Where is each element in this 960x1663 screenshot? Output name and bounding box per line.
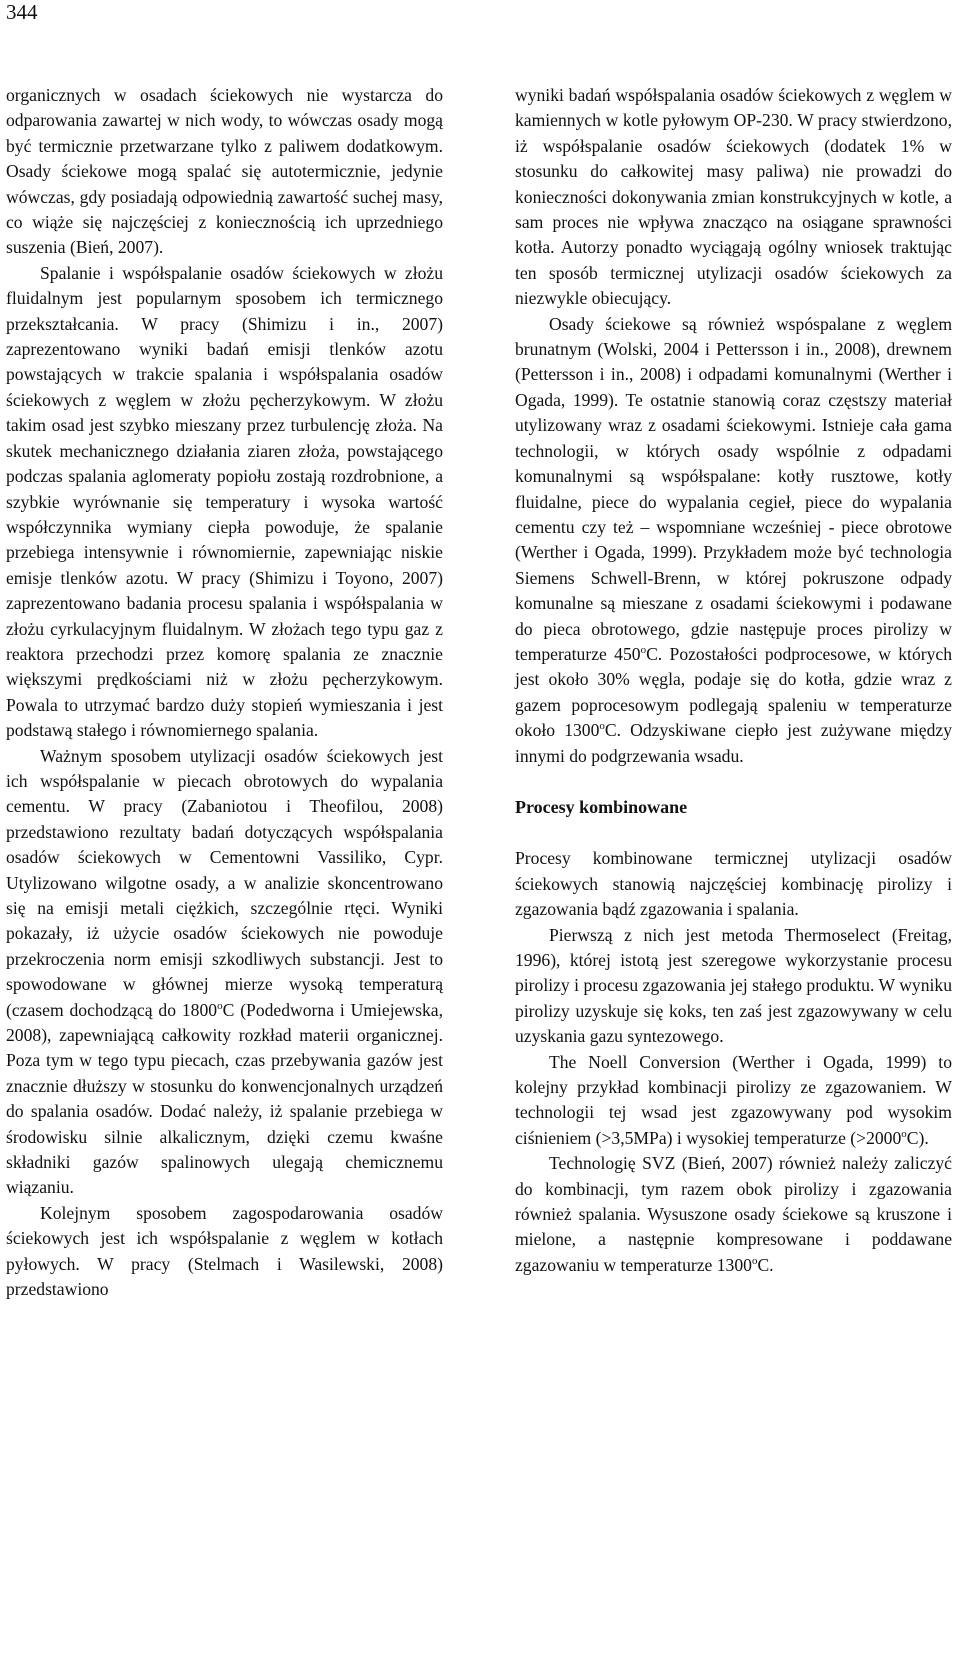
text-run: C. Odzyskiwane ciepło jest zużywane między innymi do podgrzewania wsadu. [515, 720, 952, 766]
text-run: wyniki badań współspalania osadów ściekowych z węglem w kamiennych w kotle pyłowym OP-230. W pracy stwierdzono, iż współspalanie osadów ściekowych (dodatek 1% w stosunku do całkowitej masy paliwa) nie prowadzi do konieczności dokonywania zmian konstrukcyjnych w kotle, a sam proces nie wpływa znacząco na osiągane sprawności kotła. Autorzy ponadto wyciągają ogólny wniosek traktując ten sposób termicznej utylizacji osadów ściekowych za niezwykle obiecujący. [515, 85, 952, 309]
text-run: organicznych w osadach ściekowych nie wystarcza do odparowania zawartej w nich wody, to wówczas osady mogą być termicznie przetwarzane tylko z paliwem dodatkowym. Osady ściekowe mogą spalać się autotermicznie, jedynie wówczas, gdy posiadają odpowiednią zawartość suchej masy, co wiąże się najczęściej z koniecznością ich uprzedniego suszenia (Bień, 2007). [6, 85, 443, 258]
text-run: Pierwszą z nich jest metoda Thermoselect (Freitag, 1996), której istotą jest szeregowe wykorzystanie procesu pirolizy i procesu zgazowania jej stałego produktu. W wyniku pirolizy uzyskuje się koks, ten zaś jest zgazowywany w celu uzyskania gazu syntezowego. [515, 924, 952, 1047]
text-run: Ważnym sposobem utylizacji osadów ściekowych jest ich współspalanie w piecach obrotowych do wypalania cementu. W pracy (Zabaniotou i Theofilou, 2008) przedstawiono rezultaty badań dotyczących współspalania osadów ściekowych w Cementowni Vassiliko, Cypr. Utylizowano wilgotne osady, a w analizie skoncentrowano się na emisji metali ciężkich, szczególnie rtęci. Wyniki pokazały, iż użycie osadów ściekowych nie powoduje przekroczenia norm emisji szkodliwych substancji. Jest to spowodowane w głównej mierze wysoką temperaturą (czasem dochodzącą do 1800 [6, 745, 443, 1020]
paragraph [515, 312, 952, 769]
text-run: C). [906, 1127, 929, 1148]
paragraph [515, 1050, 952, 1152]
paragraph [515, 1151, 952, 1278]
degree-superscript: o [640, 644, 647, 657]
text-run: The Noell Conversion (Werther i Ogada, 1999) to kolejny przykład kombinacji pirolizy ze zgazowaniem. W technologii tej wsad jest zgazowywany pod wysokim ciśnieniem (>3,5MPa) i wysokiej temperaturze (>2000 [515, 1051, 952, 1148]
degree-superscript: o [599, 720, 605, 733]
text-run: Technologię SVZ (Bień, 2007) również należy zaliczyć do kombinacji, tym razem obok pirolizy i zgazowania również spalania. Wysuszone osady ściekowe są kruszone i mielone, a następnie kompresowane i poddawane zgazowaniu w temperaturze 1300 [515, 1153, 952, 1275]
text-run: Kolejnym sposobem zagospodarowania osadów ściekowych jest ich współspalanie z węglem w kotłach pyłowych. W pracy (Stelmach i Wasilewski, 2008) przedstawiono [6, 1202, 443, 1300]
text-run: C (Podedworna i Umiejewska, 2008), zapewniającą całkowity rozkład materii organicznej. Poza tym w tego typu piecach, czas przebywania gazów jest znacznie dłuższy w stosunku do konwencjonalnych urządzeń do spalania osadów. Dodać należy, iż spalanie przebiega w środowisku silnie alkalicznym, dzięki czemu kwaśne składniki gazów spalinowych ulegają chemicznemu wiązaniu. [6, 999, 443, 1198]
section-heading [515, 795, 952, 820]
degree-superscript: o [217, 999, 223, 1012]
paragraph [6, 1201, 443, 1303]
paragraph [6, 83, 443, 261]
text-run: Osady ściekowe są również wspóspalane z węglem brunatnym (Wolski, 2004 i Pettersson i in., 2008), drewnem (Pettersson i in., 2008) i odpadami komunalnymi (Werther i Ogada, 1999). Te ostatnie stanowią coraz częstszy materiał utylizowany wraz z osadami ściekowymi. Istnieje cała gama technologii, w których osady wspólnie z odpadami komunalnymi są współspalane: kotły rusztowe, kotły fluidalne, piece do wypalania cegieł, piece do wypalania cementu czy też – wspomniane wcześniej - piece obrotowe (Werther i Ogada, 1999). Przykładem może być technologia Siemens Schwell-Brenn, w której pokruszone odpady komunalne są mieszane z osadami ściekowymi i podawane do pieca obrotowego, gdzie następuje proces pirolizy w temperaturze 450 [515, 313, 952, 664]
paragraph [515, 923, 952, 1050]
text-run: C. Pozostałości podprocesowe, w których jest około 30% węgla, podaje się do kotła, gdzie wraz z gazem poprocesowym podlegają spaleniu w temperaturze około 1300 [515, 643, 953, 741]
text-run: Spalanie i współspalanie osadów ściekowych w złożu fluidalnym jest popularnym sposobem ich termicznego przekształcania. W pracy (Shimizu i in., 2007) zaprezentowano wyniki badań emisji tlenków azotu powstających w trakcie spalania i współspalania osadów ściekowych z węglem w złożu pęcherzykowym. W złożu takim osad jest szybko mieszany przez turbulencję złoża. Na skutek mechanicznego działania ziaren złoża, powstającego podczas spalania aglomeraty popiołu zostają rozdrobnione, a szybkie wyrównanie się temperatury i wysoka wartość współczynnika wymiany ciepła powoduje, że spalanie przebiega intensywnie i równomiernie, zapewniając niskie emisje tlenków azotu. W pracy (Shimizu i Toyono, 2007) zaprezentowano badania procesu spalania i współspalania w złożu cyrkulacyjnym fluidalnym. W złożach tego typu gaz z reaktora przechodzi przez komorę spalania ze znacznie większymi prędkościami niż w złożu pęcherzykowym. Powala to utrzymać bardzo duży stopień wymieszania i jest podstawą stałego i równomiernego spalania. [6, 262, 443, 741]
right-column [515, 83, 952, 1278]
degree-superscript: o [901, 1127, 907, 1140]
page-number: 344 [6, 0, 38, 24]
text-run: Procesy kombinowane termicznej utylizacji osadów ściekowych stanowią najczęściej kombinację pirolizy i zgazowania bądź zgazowania i spalania. [515, 848, 952, 920]
text-run: C. [757, 1254, 774, 1275]
paragraph [515, 83, 952, 312]
paragraph [515, 846, 952, 922]
left-column [6, 83, 443, 1303]
paragraph [6, 744, 443, 1201]
paragraph [6, 261, 443, 744]
degree-superscript: o [751, 1255, 758, 1268]
text-run: Procesy kombinowane [515, 796, 688, 817]
